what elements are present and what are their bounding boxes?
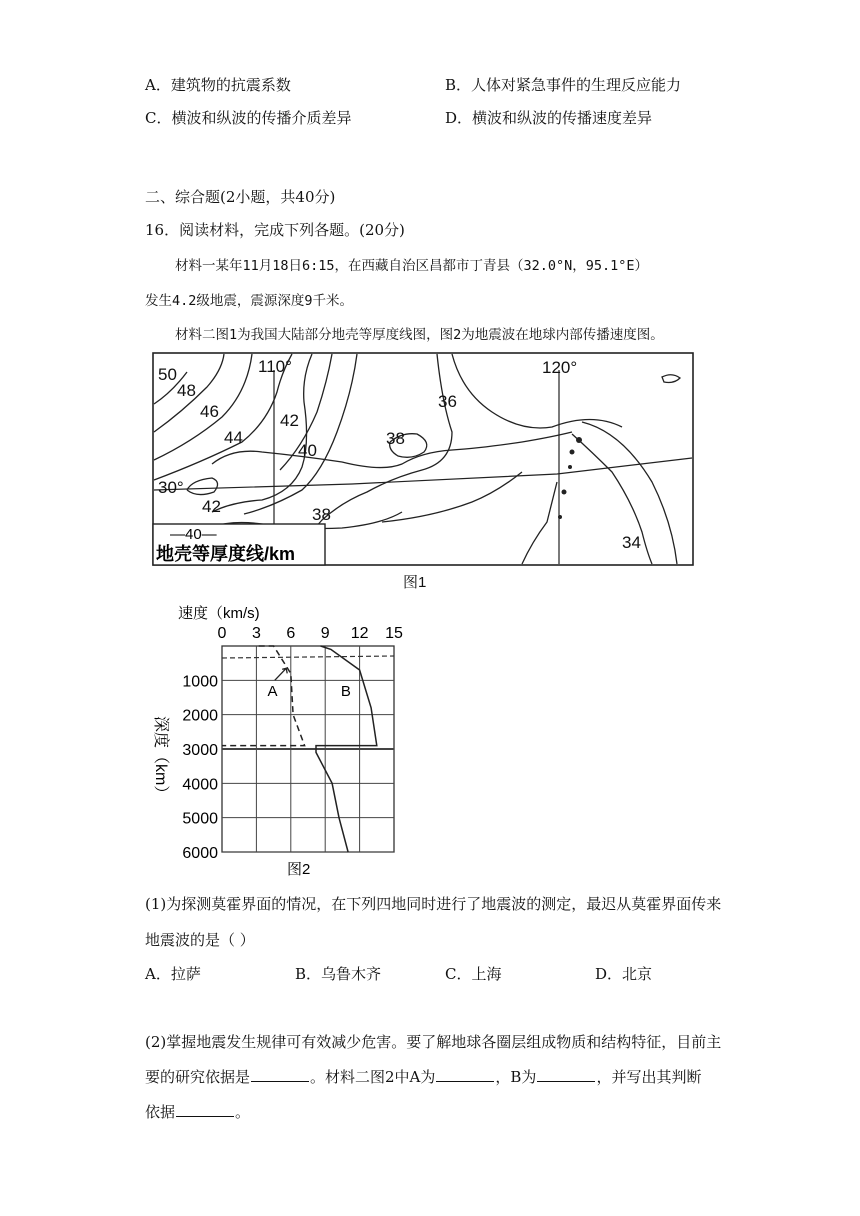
contour-label-40: 40: [298, 441, 317, 460]
legend-line: —40—: [170, 526, 217, 543]
answer-blank-3[interactable]: [537, 1067, 595, 1082]
sub2-line2: 要的研究依据是 。材料二图2中A为 ，B为 ，并写出其判断: [145, 1068, 702, 1086]
y-tick-label: 4000: [182, 776, 218, 794]
x-tick-label: 9: [320, 625, 330, 642]
sub1-option-c: C．上海: [445, 965, 502, 983]
y-tick-label: 3000: [182, 742, 218, 759]
lat-label-30: 30°: [158, 478, 184, 497]
material-one-line1: 材料一某年11月18日6:15，在西藏自治区昌都市丁青县（32.0°N，95.1°E）: [175, 258, 649, 274]
answer-blank-4[interactable]: [176, 1102, 234, 1117]
x-tick-label: 15: [385, 625, 403, 642]
wave-velocity-chart: [140, 598, 420, 880]
material-one-line2: 发生4.2级地震，震源深度9千米。: [145, 293, 354, 309]
chart-series-labels: [267, 683, 350, 700]
question-stem: 16．阅读材料，完成下列各题。(20分): [145, 221, 405, 239]
contour-label-50: 50: [158, 365, 177, 384]
contour-label-44: 44: [224, 428, 243, 447]
arrow-a: [275, 668, 286, 680]
answer-blank-2[interactable]: [436, 1067, 494, 1082]
material-two: 材料二图1为我国大陆部分地壳等厚度线图，图2为地震波在地球内部传播速度图。: [175, 327, 664, 343]
series-label-a: A: [267, 682, 278, 700]
y-tick-label: 5000: [182, 810, 218, 828]
series-label-b: B: [340, 682, 351, 700]
y-tick-label: 2000: [182, 707, 218, 725]
chart-ticks: [182, 625, 403, 862]
contour-label-42b: 42: [202, 497, 221, 516]
series-line-A: [222, 646, 305, 746]
x-tick-label: 12: [350, 625, 369, 642]
x-tick-label: 6: [286, 625, 296, 642]
contour-label-38b: 38: [312, 505, 331, 524]
contour-label-36: 36: [438, 392, 457, 411]
crust-thickness-map: [152, 352, 694, 566]
sub1-option-d: D．北京: [595, 965, 653, 983]
chart-grid: [222, 646, 394, 852]
lon-label-110: 110°: [258, 357, 292, 376]
sub1-line2: 地震波的是（ ）: [145, 931, 255, 949]
contour-label-38a: 38: [386, 429, 405, 448]
option-c: C．横波和纵波的传播介质差异: [145, 109, 352, 127]
option-a: A．建筑物的抗震系数: [145, 76, 291, 94]
x-tick-label: 0: [217, 625, 227, 642]
y-axis-label: 深度（km）: [152, 716, 169, 802]
x-tick-label: 3: [251, 625, 261, 642]
option-d: D．横波和纵波的传播速度差异: [445, 109, 653, 127]
moho-line: [222, 656, 394, 658]
coast-marks: [558, 437, 582, 519]
sub2-line3: 依据 。: [145, 1103, 251, 1121]
y-tick-label: 6000: [182, 845, 218, 862]
contour-label-46: 46: [200, 402, 219, 421]
option-b: B．人体对紧急事件的生理反应能力: [445, 76, 682, 94]
answer-blank-1[interactable]: [251, 1067, 309, 1082]
contour-label-34: 34: [622, 533, 641, 552]
sub1-line1: (1)为探测莫霍界面的情况，在下列四地同时进行了地震波的测定，最迟从莫霍界面传来: [145, 895, 722, 913]
section-title: 二、综合题(2小题，共40分): [145, 188, 336, 206]
sub2-line1: (2)掌握地震发生规律可有效减少危害。要了解地球各圈层组成物质和结构特征，目前主: [145, 1033, 722, 1051]
figure-1-caption: 图1: [403, 574, 427, 591]
contour-label-48: 48: [177, 381, 196, 400]
figure-2-caption: 图2: [287, 861, 311, 878]
contour-label-42a: 42: [280, 411, 299, 430]
sub1-option-a: A．拉萨: [145, 965, 201, 983]
sub1-option-b: B．乌鲁木齐: [295, 965, 382, 983]
y-tick-label: 1000: [182, 673, 218, 691]
chart-title: 速度（km/s): [178, 605, 260, 622]
lon-label-120: 120°: [542, 358, 578, 377]
legend-text: 地壳等厚度线/km: [156, 544, 296, 564]
parallel-30: [154, 458, 692, 490]
